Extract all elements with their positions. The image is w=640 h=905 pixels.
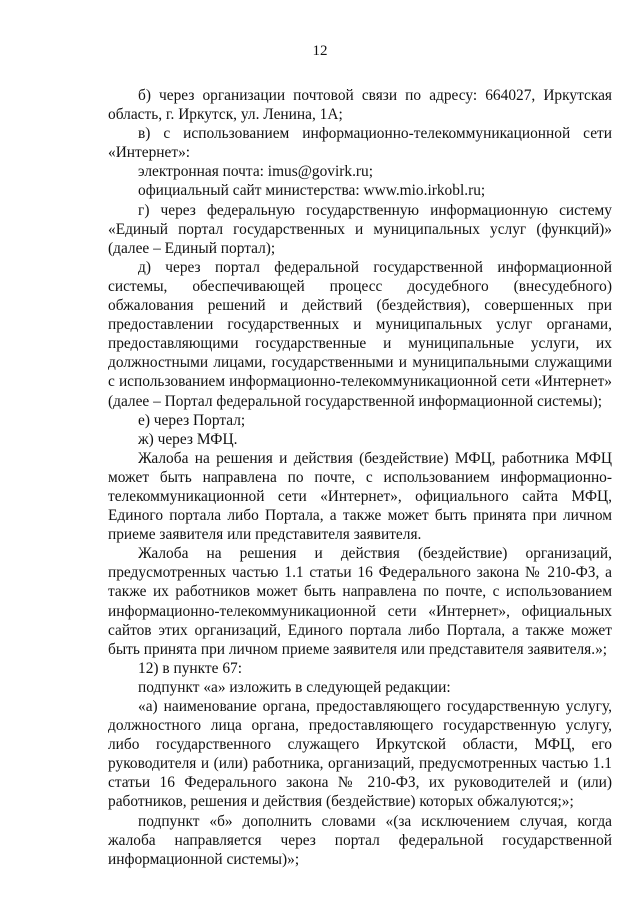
paragraph-d-federal-portal: д) через портал федеральной государственной информационной системы, обеспечивающей процесс досудебного (внесудебного) обжалования решений и действий (бездействия), совершенных при предоставлении государственных и муниципальных услуг органами, предоставляющими государственные и муниципальные услуги, их должностными лицами, государственными и муниципальными служащими с использованием информационно-телекоммуникационной сети «Интернет» (далее – Портал федеральной государственной информационной системы); xyxy=(108,258,612,410)
paragraph-website: официальный сайт министерства: www.mio.irkobl.ru; xyxy=(138,182,486,200)
paragraph-e-portal: е) через Портал; xyxy=(138,411,246,429)
paragraph-subitem-a-intro: подпункт «а» изложить в следующей редакции: xyxy=(138,678,451,696)
paragraph-subitem-a-text: «а) наименование органа, предоставляющего государственную услугу, должностного лица органа, предоставляющего государственную услугу, либо государственного служащего Иркутской области, МФЦ, его руководителя и (или) работника, организаций, предусмотренных частью 1.1 статьи 16 Федерального закона № 210-ФЗ, их руководителей и (или) работников, решения и действия (бездействие) которых обжалуются;»; xyxy=(108,698,612,811)
page-number: 12 xyxy=(312,43,328,59)
paragraph-complaint-mfc: Жалоба на решения и действия (бездействие) МФЦ, работника МФЦ может быть направлена по почте, с использованием информационно-телекоммуникационной сети «Интернет», официального сайта МФЦ, Единого портала либо Портала, а также может быть принята при личном приеме заявителя или представителя заявителя. xyxy=(108,449,612,544)
paragraph-zh-mfc: ж) через МФЦ. xyxy=(138,430,238,448)
paragraph-complaint-organizations: Жалоба на решения и действия (бездействие) организаций, предусмотренных частью 1.1 статьи 16 Федерального закона № 210-ФЗ, а также их работников может быть направлена по почте, с использованием информационно-телекоммуникационной сети «Интернет», официальных сайтов этих организаций, Единого портала либо Портала, а также может быть принята при личном приеме заявителя или представителя заявителя.»; xyxy=(108,545,612,658)
paragraph-v-internet: в) с использованием информационно-телекоммуникационной сети «Интернет»: xyxy=(108,125,612,162)
paragraph-item-12: 12) в пункте 67: xyxy=(138,659,242,677)
paragraph-b-postal: б) через организации почтовой связи по адресу: 664027, Иркутская область, г. Иркутск, ул. Ленина, 1А; xyxy=(108,87,612,124)
paragraph-email: электронная почта: imus@govirk.ru; xyxy=(138,163,374,181)
paragraph-g-single-portal: г) через федеральную государственную информационную систему «Единый портал государственных и муниципальных услуг (функций)» (далее – Единый портал); xyxy=(108,201,612,257)
paragraph-subitem-b: подпункт «б» дополнить словами «(за исключением случая, когда жалоба направляется через портал федеральной государственной информационной системы)»; xyxy=(108,812,612,868)
document-body xyxy=(108,86,612,869)
